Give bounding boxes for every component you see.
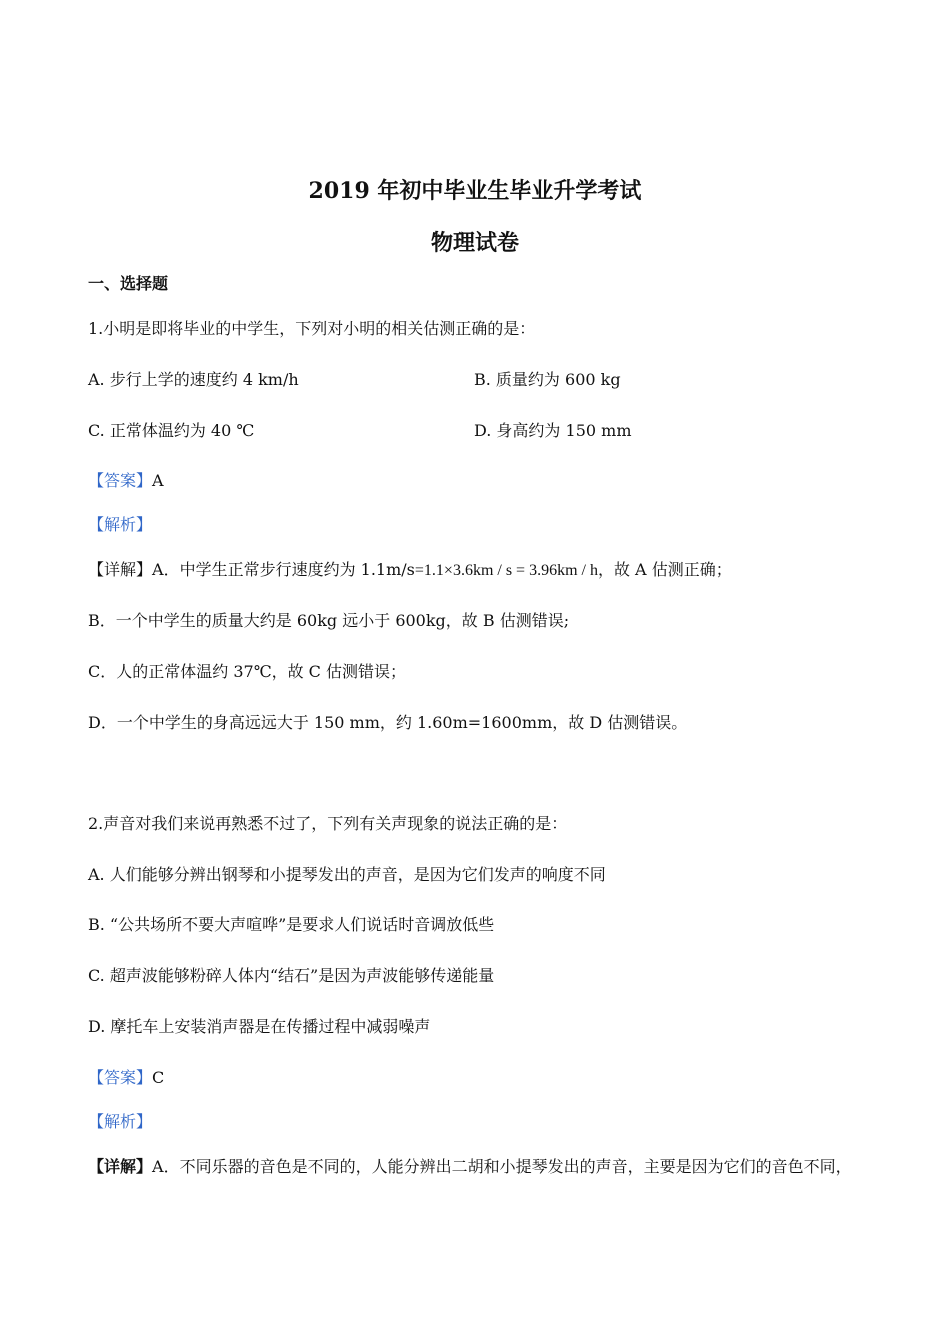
detail-a-formula: =1.1×3.6km / s = 3.96km / h xyxy=(414,562,598,579)
exam-title: 2019 年初中毕业生毕业升学考试 xyxy=(308,178,642,204)
answer-value: C xyxy=(152,1068,165,1087)
q1-detail-a xyxy=(88,559,732,582)
q2-stem: 2.声音对我们来说再熟悉不过了，下列有关声现象的说法正确的是： xyxy=(88,814,568,833)
q2-detail-a xyxy=(88,1156,852,1178)
q1-detail-c: C．人的正常体温约 37℃，故 C 估测错误； xyxy=(88,662,407,681)
q2-option-a: A. 人们能够分辨出钢琴和小提琴发出的声音，是因为它们发声的响度不同 xyxy=(88,865,606,884)
q1-option-b: B. 质量约为 600 kg xyxy=(474,370,621,389)
q1-analysis-tag: 【解析】 xyxy=(88,515,153,534)
q2-option-d: D. 摩托车上安装消声器是在传播过程中减弱噪声 xyxy=(88,1017,431,1036)
q1-option-d: D. 身高约为 150 mm xyxy=(474,421,632,440)
q1-stem: 1.小明是即将毕业的中学生，下列对小明的相关估测正确的是： xyxy=(88,319,536,338)
answer-tag: 【答案】 xyxy=(88,471,153,490)
answer-value: A xyxy=(152,471,164,490)
q2-option-c: C. 超声波能够粉碎人体内“结石”是因为声波能够传递能量 xyxy=(88,966,495,985)
detail-tag: 【详解】 xyxy=(88,560,153,579)
detail-a-prefix: A．中学生正常步行速度约为 1.1m/s xyxy=(152,560,415,579)
q1-answer xyxy=(88,470,164,492)
detail-tag: 【详解】 xyxy=(88,1157,153,1176)
exam-subtitle: 物理试卷 xyxy=(430,230,519,256)
q1-detail-d: D．一个中学生的身高远远大于 150 mm，约 1.60m=1600mm，故 D 估测错误。 xyxy=(88,713,688,732)
detail-a-text: A．不同乐器的音色是不同的，人能分辨出二胡和小提琴发出的声音，主要是因为它们的音色不同， xyxy=(152,1157,852,1176)
section-heading: 一、选择题 xyxy=(88,274,169,293)
q1-option-a: A. 步行上学的速度约 4 km/h xyxy=(88,370,299,389)
q2-option-b: B. “公共场所不要大声喧哗”是要求人们说话时音调放低些 xyxy=(88,915,495,934)
q1-option-c: C. 正常体温约为 40 ℃ xyxy=(88,421,255,440)
q2-answer xyxy=(88,1067,164,1089)
q1-detail-b: B．一个中学生的质量大约是 60kg 远小于 600kg，故 B 估测错误; xyxy=(88,611,570,630)
q2-analysis-tag: 【解析】 xyxy=(88,1112,153,1131)
detail-a-suffix: ，故 A 估测正确； xyxy=(597,560,732,579)
answer-tag: 【答案】 xyxy=(88,1068,153,1087)
